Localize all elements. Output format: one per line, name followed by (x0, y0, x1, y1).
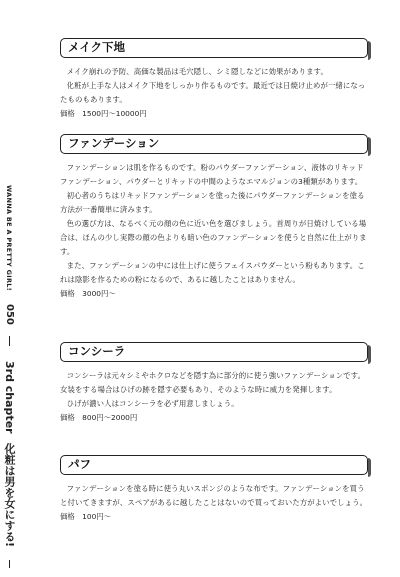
paragraph: メイク崩れの予防、高価な製品は毛穴隠し、シミ隠しなどに効果があります。 (66, 67, 328, 76)
price-line: 価格 1500円〜10000円 (60, 109, 147, 118)
section-heading: メイク下地 (60, 38, 368, 58)
section-heading: パフ (60, 455, 368, 475)
paragraph: 初心者のうちはリキッドファンデーションを塗った後にパウダーファンデーションを塗る方法が一番簡単に済みます。 (60, 191, 365, 214)
paragraph: 色の選び方は、なるべく元の顔の色に近い色を選びましょう。首周りが日焼けしている場合は、ほんの少し実際の顔の色よりも暗い色のファンデーションを使うと自然に仕上がります。 (60, 219, 367, 256)
paragraph: ファンデーションを塗る時に使う丸いスポンジのような布です。ファンデーションを買うと付いてきますが、スペアがあるに越したことはないので買っておいた方がよいでしょう。 (60, 484, 368, 507)
section-heading: ファンデーション (60, 134, 368, 154)
section-makeup-base (60, 38, 368, 121)
chapter-title: 化粧は男を女にする! (3, 442, 16, 547)
price-line: 価格 800円〜2000円 (60, 413, 138, 422)
side-running-header (3, 185, 19, 568)
section-puff (60, 455, 368, 524)
paragraph: ファンデーションは肌を作るものです。粉のパウダーファンデーション、液体のリキッドファンデーション、パウダーとリキッドの中間のようなエマルジョンの3種類があります。 (60, 163, 364, 186)
price-line: 価格 3000円〜 (60, 289, 116, 298)
chapter-label: 3rd chapter (3, 361, 16, 434)
series-title: WANNA BE A PRETTY GIRL! (5, 185, 13, 291)
divider (9, 336, 10, 346)
page-number: 050 (4, 304, 15, 325)
paragraph: 化粧が上手な人はメイク下地をしっかり作るものです。最近では日焼け止めが一緒になったものもあります。 (60, 81, 366, 104)
paragraph: コンシーラは元々シミやホクロなどを隠す為に部分的に使う強いファンデーションです。女装をする場合はひげの跡を隠す必要もあり、そのような時に威力を発揮します。 (60, 371, 366, 394)
section-heading: コンシーラ (60, 342, 368, 362)
section-foundation (60, 134, 368, 301)
price-line: 価格 100円〜 (60, 512, 112, 521)
divider (9, 560, 10, 568)
paragraph: ひげが濃い人はコンシーラを必ず用意しましょう。 (66, 399, 239, 408)
paragraph: また、ファンデーションの中には仕上げに使うフェイスパウダーという粉もあります。これは陰影を作るための粉になるので、あるに越したことはありません。 (60, 261, 365, 284)
section-concealer (60, 342, 368, 425)
